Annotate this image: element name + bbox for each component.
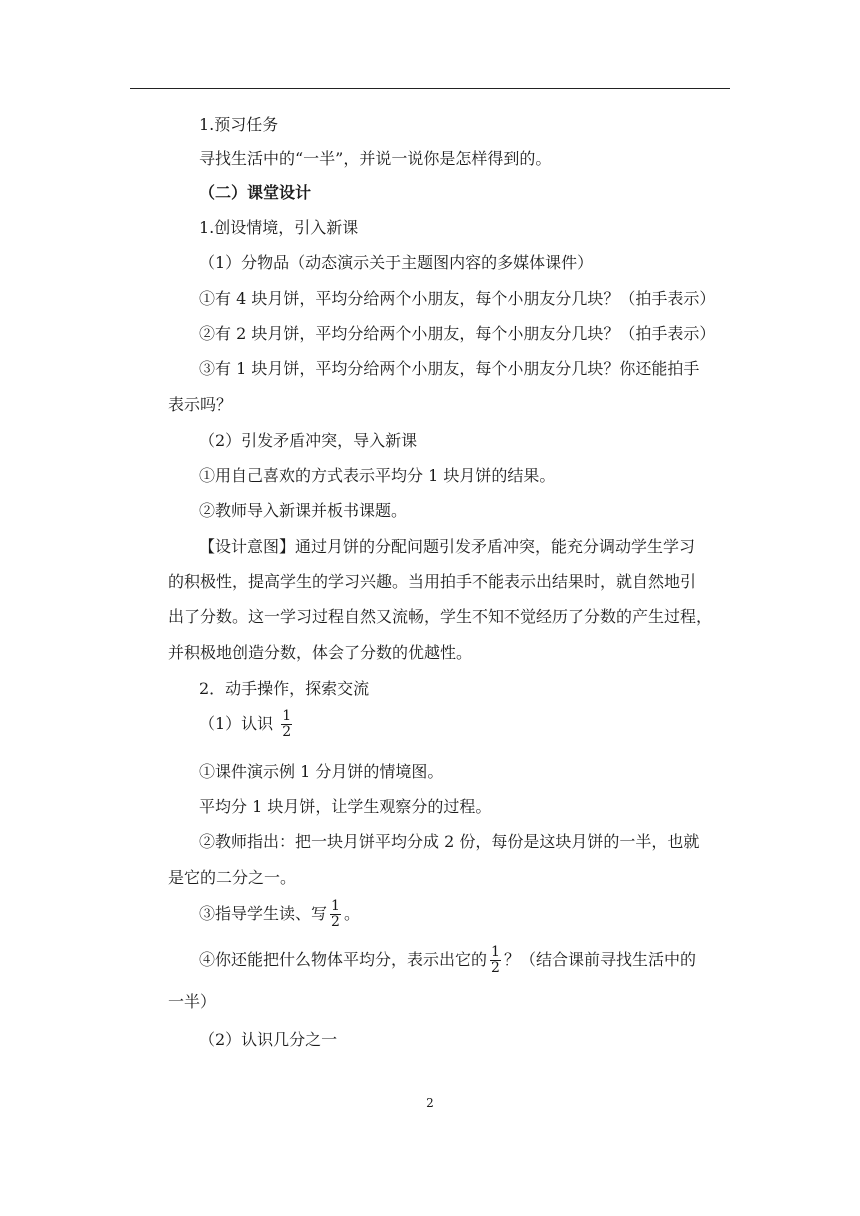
header-rule	[130, 88, 730, 89]
fraction-numerator: 1	[491, 944, 500, 960]
text-line: 是它的二分之一。	[168, 868, 297, 887]
text-line: ①用自己喜欢的方式表示平均分 1 块月饼的结果。	[199, 466, 556, 485]
fraction-numerator: 1	[331, 898, 340, 914]
design-intent-line: 【设计意图】通过月饼的分配问题引发矛盾冲突，能充分调动学生学习	[199, 537, 696, 556]
section-heading: （二）课堂设计	[199, 183, 312, 202]
text-line: ②有 2 块月饼，平均分给两个小朋友，每个小朋友分几块？（拍手表示）	[199, 324, 716, 343]
design-intent-line: 并积极地创造分数，体会了分数的优越性。	[168, 643, 473, 662]
text-line: 一半）	[168, 992, 217, 1011]
text-line: 1.创设情境，引入新课	[199, 218, 359, 237]
design-intent-line: 的积极性，提高学生的学习兴趣。当用拍手不能表示出结果时，就自然地引	[168, 572, 697, 591]
text-line: ②教师导入新课并板书课题。	[199, 501, 408, 520]
text-line: （2）认识几分之一	[199, 1030, 338, 1049]
text-segment: ？（结合课前寻找生活中的	[503, 950, 696, 969]
text-line-with-fraction	[199, 899, 360, 930]
text-line: ②教师指出：把一块月饼平均分成 2 份，每份是这块月饼的一半，也就	[199, 832, 700, 851]
fraction-denominator: 2	[491, 960, 500, 976]
text-line: 寻找生活中的“一半”，并说一说你是怎样得到的。	[199, 149, 552, 168]
text-segment: （1）认识	[199, 714, 274, 733]
page-number: 2	[426, 1096, 434, 1110]
text-segment: ③指导学生读、写	[199, 904, 328, 923]
text-segment: ④你还能把什么物体平均分，表示出它的	[199, 950, 488, 969]
fraction-one-half	[281, 709, 292, 740]
fraction-denominator: 2	[282, 724, 292, 740]
text-line: （1）分物品（动态演示关于主题图内容的多媒体课件）	[199, 253, 594, 272]
fraction-numerator: 1	[282, 708, 292, 724]
text-line: ①课件演示例 1 分月饼的情境图。	[199, 762, 444, 781]
text-segment: 。	[343, 904, 360, 923]
design-intent-line: 出了分数。这一学习过程自然又流畅，学生不知不觉经历了分数的产生过程，	[168, 607, 713, 626]
text-line: 2．动手操作，探索交流	[199, 679, 370, 698]
text-line: 1.预习任务	[199, 115, 279, 134]
text-line-with-fraction	[199, 945, 696, 976]
text-line: ①有 4 块月饼，平均分给两个小朋友，每个小朋友分几块？（拍手表示）	[199, 289, 716, 308]
text-line: （2）引发矛盾冲突，导入新课	[199, 431, 418, 450]
text-line: ③有 1 块月饼，平均分给两个小朋友，每个小朋友分几块？你还能拍手	[199, 359, 700, 378]
fraction-one-half	[490, 945, 501, 976]
text-line-with-fraction	[199, 709, 295, 740]
fraction-one-half	[330, 899, 341, 930]
fraction-denominator: 2	[331, 914, 340, 930]
text-line: 表示吗？	[168, 395, 233, 414]
text-line: 平均分 1 块月饼，让学生观察分的过程。	[199, 797, 492, 816]
